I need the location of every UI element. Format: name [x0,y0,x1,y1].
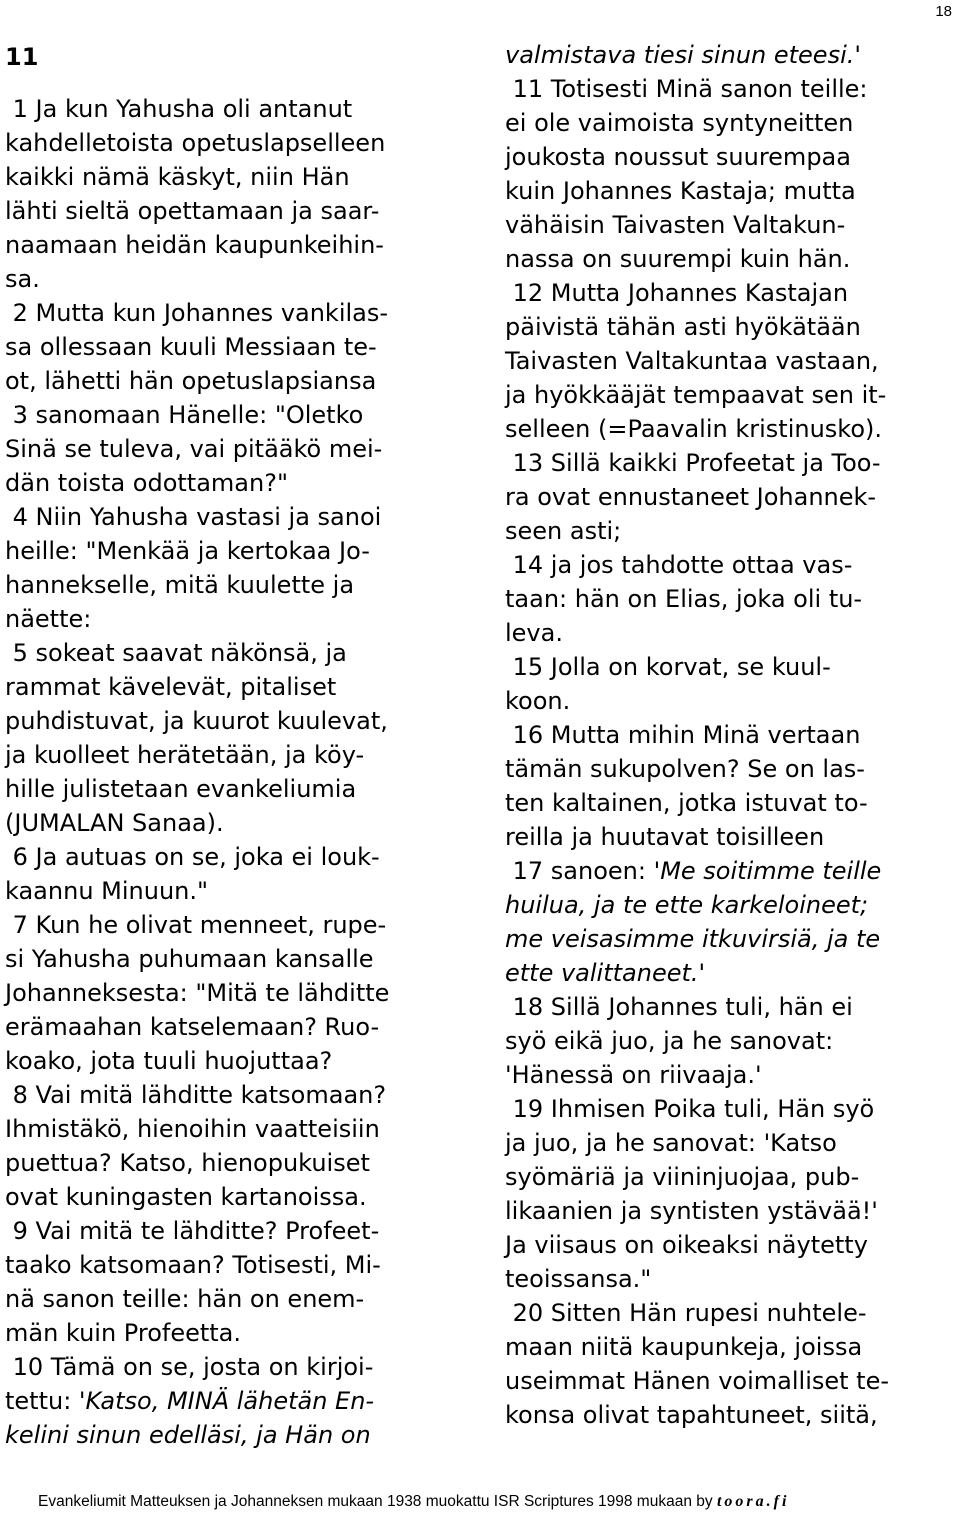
line-text: ot, lähetti hän opetuslapsiansa [5,367,377,395]
text-line [505,650,955,684]
line-text: ra ovat ennustaneet Johannek- [505,483,877,511]
text-line [5,602,465,636]
text-line [505,1160,955,1194]
text-line [505,888,955,922]
line-text: taako katsomaan? Totisesti, Mi- [5,1251,381,1279]
text-line [5,92,465,126]
text-line [5,908,465,942]
line-text: leva. [505,619,563,647]
text-line [505,684,955,718]
text-line [505,310,955,344]
text-line [505,344,955,378]
line-text: näette: [5,605,92,633]
text-line [5,126,465,160]
line-italic-text: huilua, ja te ette karkeloineet; [505,891,869,919]
line-text: 8 Vai mitä lähditte katsomaan? [5,1081,387,1109]
text-line [505,820,955,854]
line-text: 13 Sillä kaikki Profeetat ja Too- [505,449,881,477]
text-line [5,432,465,466]
line-text: kaikki nämä käskyt, niin Hän [5,163,350,191]
text-line [5,1078,465,1112]
line-text: reilla ja huutavat toisilleen [505,823,825,851]
page-footer [38,1493,789,1511]
text-line [5,942,465,976]
line-text: joukosta noussut suurempaa [505,143,851,171]
line-text: 11 Totisesti Minä sanon teille: [505,75,868,103]
text-line [505,1262,955,1296]
line-text: ja hyökkääjät tempaavat sen it- [505,381,887,409]
footer-text: Evankeliumit Matteuksen ja Johanneksen mukaan 1938 muokattu ISR Scriptures 1998 mukaan by [38,1493,717,1510]
line-text: tämän sukupolven? Se on las- [505,755,865,783]
line-text: erämaahan katselemaan? Ruo- [5,1013,380,1041]
line-text: naamaan heidän kaupunkeihin- [5,231,384,259]
line-text: 6 Ja autuas on se, joka ei louk- [5,843,380,871]
line-text: Taivasten Valtakuntaa vastaan, [505,347,879,375]
text-line [505,480,955,514]
text-line [505,1296,955,1330]
text-line [505,242,955,276]
paragraph-gap [5,76,465,92]
text-line [5,704,465,738]
line-text: syömäriä ja viininjuojaa, pub- [505,1163,860,1191]
footer-brand: toora.fi [716,1493,790,1510]
text-line [5,330,465,364]
line-text: ei ole vaimoista syntyneitten [505,109,854,137]
line-text: rammat kävelevät, pitaliset [5,673,337,701]
text-line [505,1364,955,1398]
line-text: 5 sokeat saavat näkönsä, ja [5,639,347,667]
right-text-column [505,38,955,1432]
line-italic-text: me veisasimme itkuvirsiä, ja te [505,925,881,953]
text-line [505,276,955,310]
text-line [5,806,465,840]
line-text: 4 Niin Yahusha vastasi ja sanoi [5,503,382,531]
line-text: koon. [505,687,571,715]
line-text: 17 sanoen: [505,857,654,885]
line-text: dän toista odottaman?" [5,469,288,497]
text-line [505,718,955,752]
text-line [505,786,955,820]
line-text: 1 Ja kun Yahusha oli antanut [5,95,353,123]
line-text: 9 Vai mitä te lähditte? Profeet- [5,1217,380,1245]
text-line [5,194,465,228]
line-text: ovat kuningasten kartanoissa. [5,1183,367,1211]
text-line [5,1214,465,1248]
text-line [505,140,955,174]
text-line [5,1350,465,1384]
line-text: sa. [5,265,40,293]
line-text: ten kaltainen, jotka istuvat to- [505,789,868,817]
text-line [505,72,955,106]
line-text: 16 Mutta mihin Minä vertaan [505,721,861,749]
text-line [505,1058,955,1092]
text-line [5,500,465,534]
text-line [505,446,955,480]
line-text: 'Hänessä on riivaaja.' [505,1061,762,1089]
line-italic-text: ette valittaneet.' [505,959,706,987]
line-text: kuin Johannes Kastaja; mutta [505,177,856,205]
text-line [5,1112,465,1146]
text-line [5,568,465,602]
text-line [5,874,465,908]
text-line [5,296,465,330]
text-line [5,1044,465,1078]
line-text: 11 [5,43,39,71]
text-line [505,1092,955,1126]
text-line [5,636,465,670]
text-line [505,854,955,888]
text-line [505,1228,955,1262]
line-text: kaannu Minuun." [5,877,209,905]
line-text: 15 Jolla on korvat, se kuul- [505,653,831,681]
text-line [5,228,465,262]
line-text: 18 Sillä Johannes tuli, hän ei [505,993,853,1021]
line-text: 7 Kun he olivat menneet, rupe- [5,911,387,939]
line-text: vähäisin Taivasten Valtakun- [505,211,846,239]
line-text: hannekselle, mitä kuulette ja [5,571,355,599]
text-line [5,1384,465,1418]
text-line [505,752,955,786]
line-text: kahdelletoista opetuslapselleen [5,129,386,157]
line-text: ja juo, ja he sanovat: 'Katso [505,1129,837,1157]
left-text-column [5,40,465,1452]
text-line [505,548,955,582]
text-line [5,1418,465,1452]
text-line [5,976,465,1010]
text-line [5,738,465,772]
line-text: (JUMALAN Sanaa). [5,809,224,837]
text-line [505,174,955,208]
line-text: useimmat Hänen voimalliset te- [505,1367,890,1395]
text-line [505,1398,955,1432]
text-line [5,364,465,398]
line-text: män kuin Profeetta. [5,1319,242,1347]
text-line [5,466,465,500]
text-line [5,772,465,806]
line-italic-text: 'Me soitimme teille [653,857,882,885]
text-line [5,398,465,432]
line-text: likaanien ja syntisten ystävää!' [505,1197,878,1225]
line-text: hille julistetaan evankeliumia [5,775,357,803]
text-line [5,160,465,194]
line-text: 3 sanomaan Hänelle: "Oletko [5,401,364,429]
line-italic-text: 'Katso, MINÄ lähetän En- [78,1387,375,1415]
text-line [505,1024,955,1058]
line-text: lähti sieltä opettamaan ja saar- [5,197,380,225]
text-line [505,1194,955,1228]
line-text: ja kuolleet herätetään, ja köy- [5,741,365,769]
text-line [505,1126,955,1160]
text-line [505,38,955,72]
line-italic-text: valmistava tiesi sinun eteesi.' [505,41,861,69]
line-text: Johanneksesta: "Mitä te lähditte [5,979,390,1007]
text-line [5,1316,465,1350]
line-text: 10 Tämä on se, josta on kirjoi- [5,1353,374,1381]
text-line [5,670,465,704]
line-text: si Yahusha puhumaan kansalle [5,945,374,973]
line-text: 19 Ihmisen Poika tuli, Hän syö [505,1095,875,1123]
text-line [505,514,955,548]
line-text: nä sanon teille: hän on enem- [5,1285,365,1313]
page-number: 18 [935,3,952,20]
line-italic-text: kelini sinun edelläsi, ja Hän on [5,1421,371,1449]
line-text: Ihmistäkö, hienoihin vaatteisiin [5,1115,380,1143]
text-line [505,106,955,140]
text-line [5,1146,465,1180]
line-text: nassa on suurempi kuin hän. [505,245,851,273]
text-line [505,1330,955,1364]
text-line [505,582,955,616]
line-text: puettua? Katso, hienopukuiset [5,1149,370,1177]
text-line [505,208,955,242]
chapter-heading [5,40,465,76]
text-line [505,956,955,990]
line-text: seen asti; [505,517,622,545]
text-line [505,616,955,650]
line-text: 14 ja jos tahdotte ottaa vas- [505,551,853,579]
line-text: Ja viisaus on oikeaksi näytetty [505,1231,868,1259]
text-line [505,990,955,1024]
line-text: selleen (=Paavalin kristinusko). [505,415,883,443]
line-text: syö eikä juo, ja he sanovat: [505,1027,834,1055]
line-text: tettu: [5,1387,79,1415]
text-line [505,378,955,412]
line-text: 20 Sitten Hän rupesi nuhtele- [505,1299,867,1327]
line-text: päivistä tähän asti hyökätään [505,313,861,341]
text-line [5,262,465,296]
line-text: puhdistuvat, ja kuurot kuulevat, [5,707,388,735]
text-line [5,1282,465,1316]
line-text: taan: hän on Elias, joka oli tu- [505,585,863,613]
line-text: teoissansa." [505,1265,652,1293]
line-text: konsa olivat tapahtuneet, siitä, [505,1401,878,1429]
line-text: maan niitä kaupunkeja, joissa [505,1333,863,1361]
text-line [505,412,955,446]
text-line [5,1180,465,1214]
line-text: heille: "Menkää ja kertokaa Jo- [5,537,370,565]
text-line [5,1010,465,1044]
line-text: sa ollessaan kuuli Messiaan te- [5,333,377,361]
line-text: koako, jota tuuli huojuttaa? [5,1047,333,1075]
text-line [5,1248,465,1282]
line-text: 12 Mutta Johannes Kastajan [505,279,849,307]
text-line [5,534,465,568]
text-line [505,922,955,956]
line-text: Sinä se tuleva, vai pitääkö mei- [5,435,383,463]
line-text: 2 Mutta kun Johannes vankilas- [5,299,389,327]
text-line [5,840,465,874]
